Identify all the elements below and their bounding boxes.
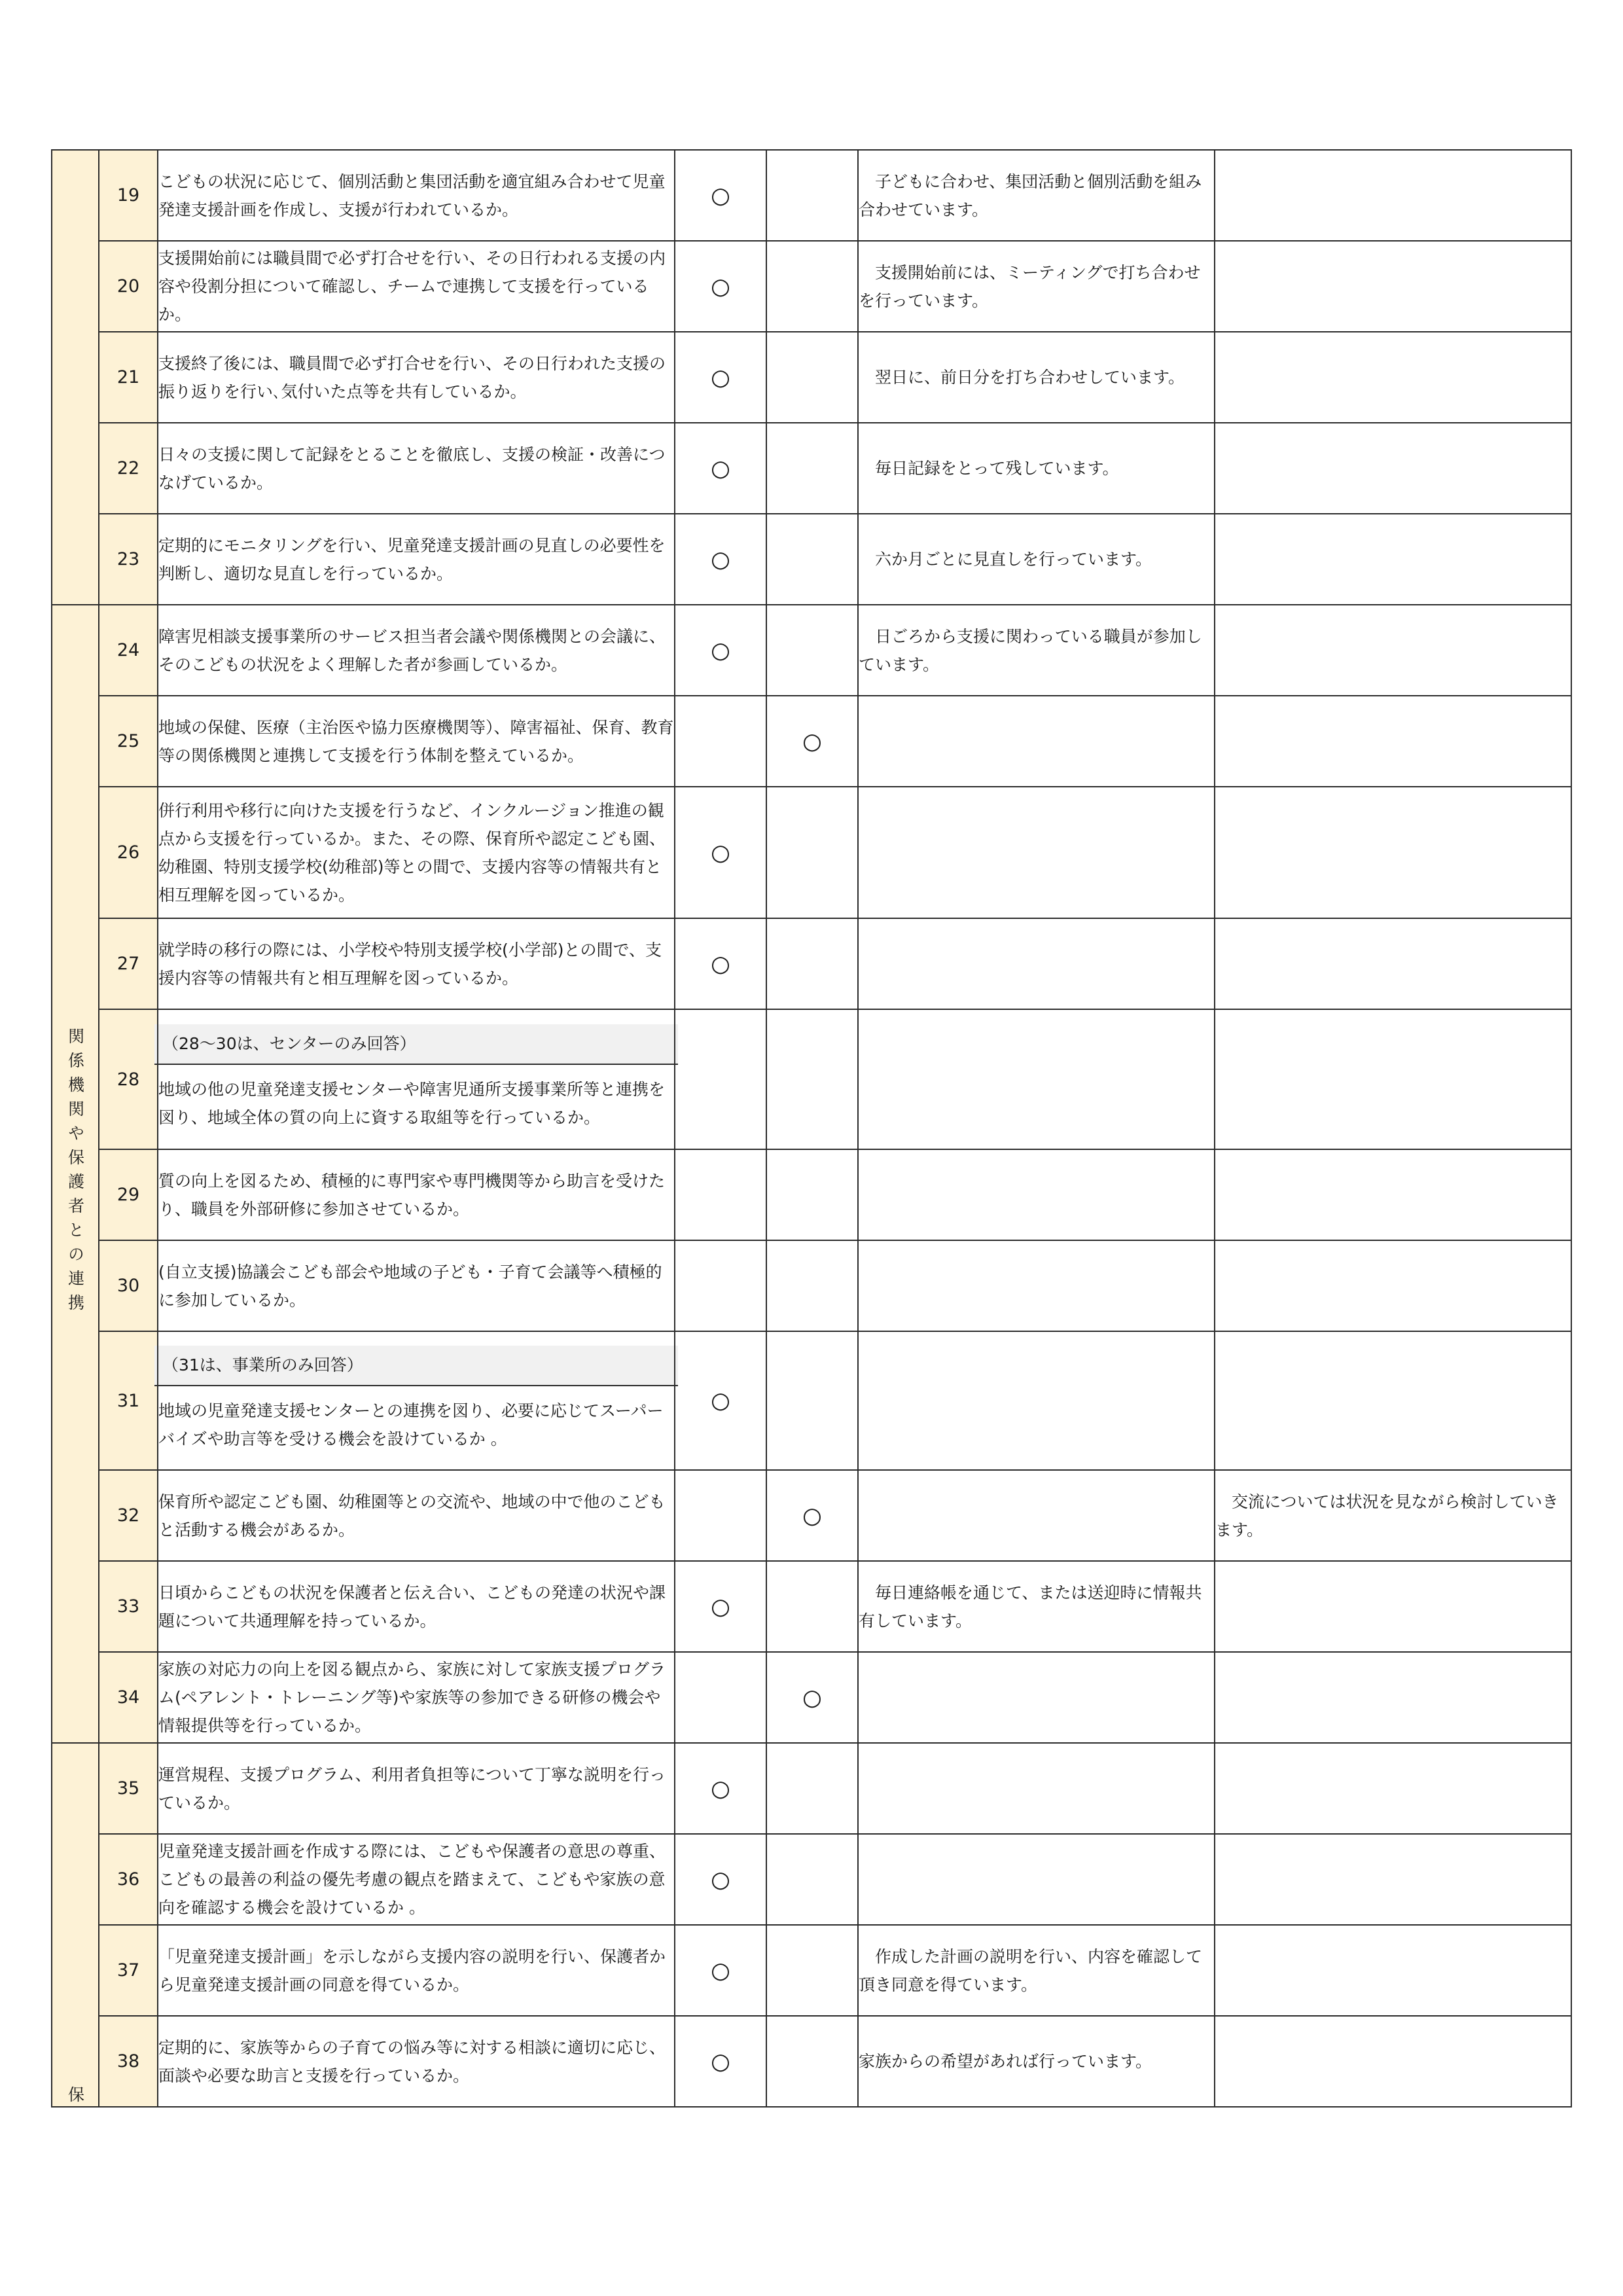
category-label: 関係機関や保護者との連携 — [65, 1027, 85, 1318]
answer-scope-note: （31は、事業所のみ回答） — [154, 1346, 678, 1386]
yes-mark: ○ — [675, 150, 766, 241]
table-row — [52, 696, 1571, 787]
question-cell — [158, 423, 675, 514]
remark-cell: 毎日連絡帳を通じて、または送迎時に情報共有しています。 — [858, 1561, 1215, 1652]
item-number: 22 — [99, 423, 158, 514]
yes-mark: ○ — [675, 2016, 766, 2107]
question-cell — [158, 605, 675, 696]
no-mark — [766, 514, 858, 605]
question-cell — [158, 787, 675, 918]
table-row — [52, 1925, 1571, 2016]
category-label: 保 — [65, 2086, 85, 2110]
improvement-cell — [1215, 423, 1571, 514]
question-cell — [158, 241, 675, 332]
question-cell — [158, 1149, 675, 1240]
question-text: こどもの状況に応じて、個別活動と集団活動を適宜組み合わせて児童発達支援計画を作成し、支援が行われているか。 — [158, 171, 666, 219]
table-row — [52, 1470, 1571, 1561]
question-cell — [158, 1652, 675, 1743]
improvement-cell — [1215, 605, 1571, 696]
improvement-cell — [1215, 1149, 1571, 1240]
item-number: 21 — [99, 332, 158, 423]
table-row — [52, 1331, 1571, 1470]
question-text: 運営規程、支援プログラム、利用者負担等について丁寧な説明を行っているか。 — [158, 1765, 666, 1812]
improvement-cell — [1215, 1240, 1571, 1331]
item-number: 32 — [99, 1470, 158, 1561]
question-cell — [158, 332, 675, 423]
question-text: 併行利用や移行に向けた支援を行うなど、インクルージョン推進の観点から支援を行っているか。また、その際、保育所や認定こども園、幼稚園、特別支援学校(幼稚部)等との間で、支援内容等の情報共有と相互理解を図っているか。 — [158, 800, 666, 905]
category-cell — [52, 1743, 99, 2110]
yes-mark — [675, 1470, 766, 1561]
no-mark — [766, 1743, 858, 1834]
question-text: 地域の他の児童発達支援センターや障害児通所支援事業所等と連携を図り、地域全体の質の向上に資する取組等を行っているか。 — [158, 1080, 666, 1127]
remark-cell — [858, 1834, 1215, 1925]
question-text: 障害児相談支援事業所のサービス担当者会議や関係機関との会議に、そのこどもの状況をよく理解した者が参画しているか。 — [158, 626, 666, 674]
question-text: 児童発達支援計画を作成する際には、こどもや保護者の意思の尊重、こどもの最善の利益の優先考慮の観点を踏まえて、こどもや家族の意向を確認する機会を設けているか 。 — [158, 1842, 666, 1917]
question-cell — [158, 1743, 675, 1834]
question-cell — [158, 1240, 675, 1331]
improvement-cell — [1215, 1009, 1571, 1149]
question-cell — [158, 2016, 675, 2107]
remark-cell: 子どもに合わせ、集団活動と個別活動を組み合わせています。 — [858, 150, 1215, 241]
remark-cell: 毎日記録をとって残しています。 — [858, 423, 1215, 514]
improvement-cell — [1215, 332, 1571, 423]
question-text: (自立支援)協議会こども部会や地域の子ども・子育て会議等へ積極的に参加しているか。 — [158, 1262, 662, 1310]
no-mark — [766, 1925, 858, 2016]
item-number: 27 — [99, 918, 158, 1009]
table-row — [52, 1149, 1571, 1240]
improvement-cell — [1215, 1743, 1571, 1834]
item-number: 33 — [99, 1561, 158, 1652]
question-text: 家族の対応力の向上を図る観点から、家族に対して家族支援プログラム(ペアレント・トレーニング等)や家族等の参加できる研修の機会や情報提供等を行っているか。 — [158, 1660, 666, 1735]
no-mark: ○ — [766, 696, 858, 787]
remark-cell: 翌日に、前日分を打ち合わせしています。 — [858, 332, 1215, 423]
no-mark: ○ — [766, 1652, 858, 1743]
item-number: 24 — [99, 605, 158, 696]
question-cell — [158, 514, 675, 605]
no-mark — [766, 1009, 858, 1149]
no-mark — [766, 150, 858, 241]
remark-cell — [858, 1470, 1215, 1561]
remark-cell: 日ごろから支援に関わっている職員が参加しています。 — [858, 605, 1215, 696]
no-mark — [766, 1561, 858, 1652]
remark-cell — [858, 1009, 1215, 1149]
table-row — [52, 1652, 1571, 1743]
yes-mark — [675, 1652, 766, 1743]
question-text: 地域の児童発達支援センターとの連携を図り、必要に応じてスーパーバイズや助言等を受ける機会を設けているか 。 — [158, 1401, 664, 1448]
no-mark: ○ — [766, 1470, 858, 1561]
no-mark — [766, 787, 858, 918]
item-number: 28 — [99, 1009, 158, 1149]
remark-cell: 六か月ごとに見直しを行っています。 — [858, 514, 1215, 605]
question-text: 日頃からこどもの状況を保護者と伝え合い、こどもの発達の状況や課題について共通理解を持っているか。 — [158, 1583, 666, 1630]
improvement-cell — [1215, 696, 1571, 787]
table-row — [52, 1009, 1571, 1149]
item-number: 29 — [99, 1149, 158, 1240]
evaluation-table — [51, 149, 1572, 2108]
yes-mark: ○ — [675, 605, 766, 696]
item-number: 36 — [99, 1834, 158, 1925]
improvement-cell — [1215, 2016, 1571, 2107]
improvement-cell — [1215, 918, 1571, 1009]
table-row — [52, 918, 1571, 1009]
improvement-cell — [1215, 150, 1571, 241]
item-number: 31 — [99, 1331, 158, 1470]
table-row — [52, 241, 1571, 332]
yes-mark — [675, 696, 766, 787]
improvement-cell — [1215, 1834, 1571, 1925]
question-cell — [158, 918, 675, 1009]
yes-mark: ○ — [675, 918, 766, 1009]
item-number: 34 — [99, 1652, 158, 1743]
category-cell — [52, 150, 99, 605]
yes-mark: ○ — [675, 1331, 766, 1470]
yes-mark — [675, 1149, 766, 1240]
question-cell — [158, 1470, 675, 1561]
remark-cell — [858, 918, 1215, 1009]
remark-cell: 支援開始前には、ミーティングで打ち合わせを行っています。 — [858, 241, 1215, 332]
improvement-cell — [1215, 514, 1571, 605]
item-number: 35 — [99, 1743, 158, 1834]
yes-mark — [675, 1009, 766, 1149]
no-mark — [766, 605, 858, 696]
question-cell — [158, 1009, 675, 1149]
yes-mark: ○ — [675, 332, 766, 423]
improvement-cell — [1215, 241, 1571, 332]
question-text: 就学時の移行の際には、小学校や特別支援学校(小学部)との間で、支援内容等の情報共有と相互理解を図っているか。 — [158, 940, 662, 988]
question-cell — [158, 696, 675, 787]
question-text: 定期的にモニタリングを行い、児童発達支援計画の見直しの必要性を判断し、適切な見直しを行っているか。 — [158, 535, 666, 583]
yes-mark: ○ — [675, 1925, 766, 2016]
improvement-cell — [1215, 787, 1571, 918]
improvement-cell — [1215, 1331, 1571, 1470]
question-cell — [158, 1561, 675, 1652]
no-mark — [766, 1149, 858, 1240]
table-row — [52, 150, 1571, 241]
question-cell — [158, 1331, 675, 1470]
improvement-cell: 交流については状況を見ながら検討していきます。 — [1215, 1470, 1571, 1561]
remark-cell — [858, 696, 1215, 787]
no-mark — [766, 1331, 858, 1470]
remark-cell: 作成した計画の説明を行い、内容を確認して頂き同意を得ています。 — [858, 1925, 1215, 2016]
no-mark — [766, 241, 858, 332]
remark-cell — [858, 1743, 1215, 1834]
remark-cell — [858, 1652, 1215, 1743]
remark-cell: 家族からの希望があれば行っています。 — [858, 2016, 1215, 2107]
question-text: 保育所や認定こども園、幼稚園等との交流や、地域の中で他のこどもと活動する機会があるか。 — [158, 1492, 666, 1539]
question-text: 定期的に、家族等からの子育ての悩み等に対する相談に適切に応じ、面談や必要な助言と支援を行っているか。 — [158, 2037, 666, 2085]
table-row — [52, 605, 1571, 696]
improvement-cell — [1215, 1561, 1571, 1652]
yes-mark: ○ — [675, 1743, 766, 1834]
remark-cell — [858, 787, 1215, 918]
improvement-cell — [1215, 1925, 1571, 2016]
question-text: 支援開始前には職員間で必ず打合せを行い、その日行われる支援の内容や役割分担について確認し、チームで連携して支援を行っているか。 — [158, 249, 666, 324]
item-number: 19 — [99, 150, 158, 241]
no-mark — [766, 332, 858, 423]
yes-mark: ○ — [675, 787, 766, 918]
item-number: 23 — [99, 514, 158, 605]
table-row — [52, 1834, 1571, 1925]
table-row — [52, 514, 1571, 605]
remark-cell — [858, 1331, 1215, 1470]
table-row — [52, 1743, 1571, 1834]
improvement-cell — [1215, 1652, 1571, 1743]
question-text: 質の向上を図るため、積極的に専門家や専門機関等から助言を受けたり、職員を外部研修に参加させているか。 — [158, 1171, 666, 1219]
table-row — [52, 2016, 1571, 2107]
yes-mark: ○ — [675, 514, 766, 605]
table-row — [52, 423, 1571, 514]
remark-cell — [858, 1240, 1215, 1331]
item-number: 20 — [99, 241, 158, 332]
category-cell — [52, 605, 99, 1743]
question-text: 日々の支援に関して記録をとることを徹底し、支援の検証・改善につなげているか。 — [158, 444, 666, 492]
question-cell — [158, 150, 675, 241]
item-number: 30 — [99, 1240, 158, 1331]
table-row — [52, 1561, 1571, 1652]
item-number: 38 — [99, 2016, 158, 2107]
no-mark — [766, 918, 858, 1009]
table-row — [52, 787, 1571, 918]
yes-mark: ○ — [675, 1561, 766, 1652]
yes-mark: ○ — [675, 241, 766, 332]
item-number: 26 — [99, 787, 158, 918]
yes-mark: ○ — [675, 423, 766, 514]
question-text: 「児童発達支援計画」を示しながら支援内容の説明を行い、保護者から児童発達支援計画の同意を得ているか。 — [158, 1946, 666, 1994]
no-mark — [766, 423, 858, 514]
answer-scope-note: （28～30は、センターのみ回答） — [154, 1024, 678, 1065]
remark-cell — [858, 1149, 1215, 1240]
no-mark — [766, 1834, 858, 1925]
yes-mark: ○ — [675, 1834, 766, 1925]
item-number: 25 — [99, 696, 158, 787]
question-cell — [158, 1925, 675, 2016]
yes-mark — [675, 1240, 766, 1331]
question-text: 支援終了後には、職員間で必ず打合せを行い、その日行われた支援の振り返りを行い､気付いた点等を共有しているか。 — [158, 353, 666, 401]
table-row — [52, 332, 1571, 423]
table-row — [52, 1240, 1571, 1331]
no-mark — [766, 2016, 858, 2107]
item-number: 37 — [99, 1925, 158, 2016]
question-cell — [158, 1834, 675, 1925]
question-text: 地域の保健、医療（主治医や協力医療機関等）、障害福祉、保育、教育等の関係機関と連携して支援を行う体制を整えているか。 — [158, 717, 674, 765]
no-mark — [766, 1240, 858, 1331]
